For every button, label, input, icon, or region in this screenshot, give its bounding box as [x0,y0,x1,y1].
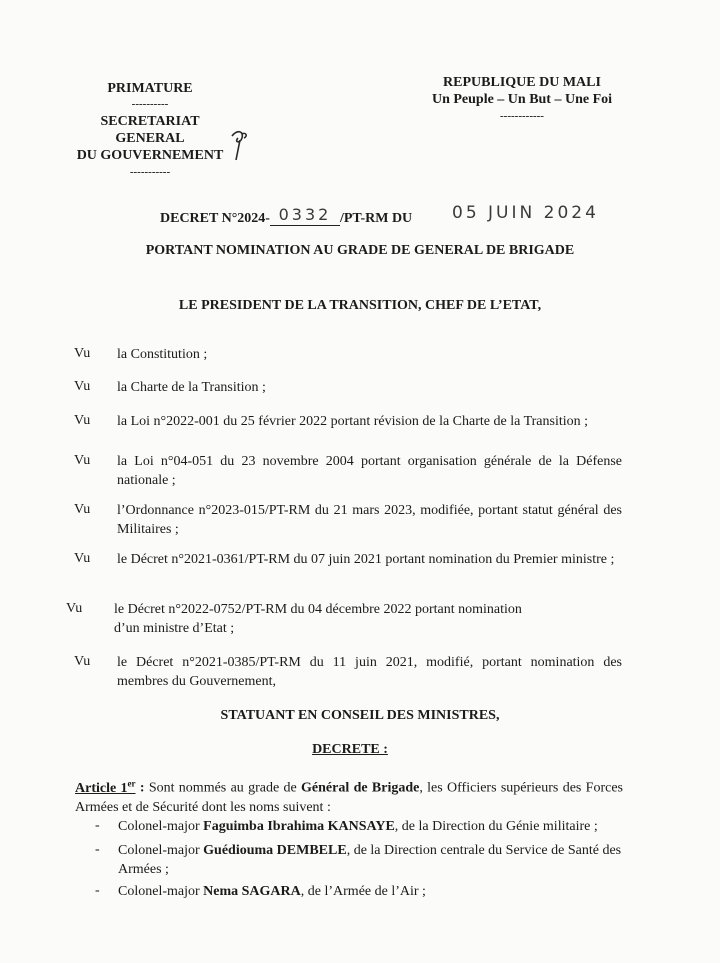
bullet: - [95,818,100,833]
article-label: Article 1er [75,778,136,796]
decree-number-line [160,207,412,228]
visa-vu: Vu [74,453,91,468]
visa-vu: Vu [74,654,91,669]
visa-text: le Décret n°2022-0752/PT-RM du 04 décembre 2022 portant nomination d’un ministre d’Etat ; [114,602,522,636]
decree-prefix: DECRET N°2024- [160,211,270,226]
bullet: - [95,842,100,857]
separator: ---------- [131,98,169,110]
primature-label: PRIMATURE [107,81,193,96]
visa-vu: Vu [74,379,91,394]
visa-vu: Vu [74,413,91,428]
visa-vu: Vu [74,551,91,566]
decree-authority: LE PRESIDENT DE LA TRANSITION, CHEF DE L’ETAT, [178,298,542,313]
visa-text: la Loi n°04-051 du 23 novembre 2004 portant organisation générale de la Défense nationale ; [117,454,622,488]
statuant-heading: STATUANT EN CONSEIL DES MINISTRES, [220,708,500,723]
decree-middle: /PT-RM DU [339,211,413,226]
visa-vu: Vu [74,502,91,517]
separator: ----------- [129,166,171,178]
officer-item: Colonel-major Faguimba Ibrahima KANSAYE, de la Direction du Génie militaire ; [118,819,598,834]
officer-name: Guédiouma DEMBELE [203,843,347,858]
secretariat-label: SECRETARIAT GENERAL [100,114,200,146]
article-1: Article 1er : Sont nommés au grade de Général de Brigade, les Officiers supérieurs des Forces Armées et de Sécurité dont les noms suivent : [75,778,624,815]
decree-number: 0332 [278,205,332,224]
republic-label: REPUBLIQUE DU MALI [443,75,601,90]
decree-subject: PORTANT NOMINATION AU GRADE DE GENERAL DE BRIGADE [145,243,575,258]
decree-date: 05 JUIN 2024 [452,203,599,223]
officer-name: Faguimba Ibrahima KANSAYE [203,819,395,834]
motto-label: Un Peuple – Un But – Une Foi [431,92,613,107]
visa-text: la Constitution ; [117,347,208,362]
visa-text: la Loi n°2022-001 du 25 février 2022 portant révision de la Charte de la Transition ; [117,414,589,429]
officer-item: Colonel-major Nema SAGARA, de l’Armée de l’Air ; [118,884,426,899]
visa-text: le Décret n°2021-0361/PT-RM du 07 juin 2021 portant nomination du Premier ministre ; [117,552,615,567]
visa-text: l’Ordonnance n°2023-015/PT-RM du 21 mars 2023, modifiée, portant statut général des Militaires ; [117,503,622,537]
visa-text: la Charte de la Transition ; [117,380,266,395]
bullet: - [95,883,100,898]
handwritten-initials [226,126,252,166]
visa-text: le Décret n°2021-0385/PT-RM du 11 juin 2021, modifié, portant nomination des membres du Gouvernement, [117,655,622,689]
gouvernement-label: DU GOUVERNEMENT [76,148,224,163]
grade-name: Général de Brigade [301,780,420,796]
visa-vu: Vu [74,346,91,361]
officer-item: Colonel-major Guédiouma DEMBELE, de la Direction centrale du Service de Santé des Armées ; [118,843,622,877]
decrete-heading: DECRETE : [312,742,388,757]
visa-vu: Vu [66,601,83,616]
header-right [422,74,622,121]
header-left [70,80,230,177]
separator: ------------ [500,110,544,122]
officer-name: Nema SAGARA [203,884,301,899]
